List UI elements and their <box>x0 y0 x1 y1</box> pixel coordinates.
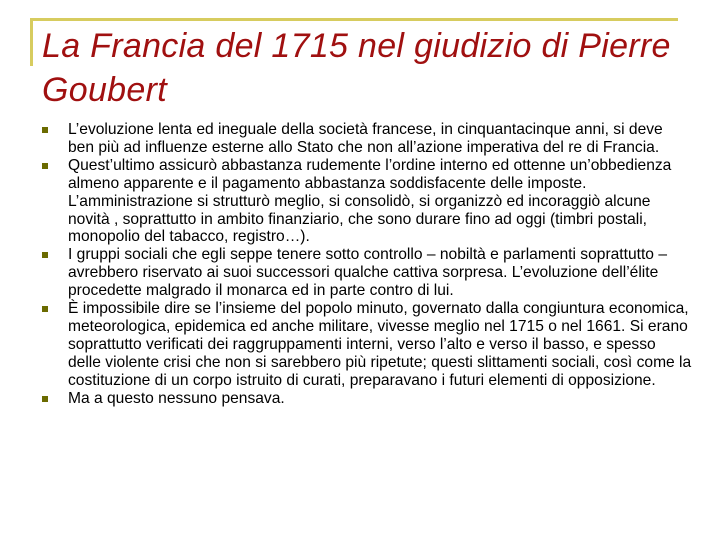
bullet-item-5 <box>42 390 692 408</box>
bullet-list <box>42 121 692 408</box>
bullet-text: L’evoluzione lenta ed ineguale della società francese, in cinquantacinque anni, si deve ben più ad influenze esterne allo Stato che non all’azione imperativa del re di Francia. <box>68 121 663 156</box>
bullet-item-3 <box>42 246 692 300</box>
bullet-item-2 <box>42 157 692 247</box>
bullet-item-4 <box>42 300 692 390</box>
slide-frame-left-rule <box>30 18 33 66</box>
bullet-text: Quest’ultimo assicurò abbastanza rudemente l’ordine interno ed ottenne un’obbedienza almeno apparente e il pagamento abbastanza soddisfacente delle imposte. L’amministrazione si strutturò meglio, si consolidò, si organizzò ed incoraggiò alcune novità , soprattutto in ambito finanziario, che sono durare fino ad oggi (timbri postali, monopolio del tabacco, registro…). <box>68 156 672 246</box>
bullet-text: I gruppi sociali che egli seppe tenere sotto controllo – nobiltà e parlamenti soprattutto – avrebbero riservato ai suoi successori qualche cattiva sorpresa. L’evoluzione dell’élite procedette malgrado il monarca ed in parte contro di lui. <box>68 246 667 300</box>
bullet-text: Ma a questo nessuno pensava. <box>68 389 285 407</box>
square-bullet-icon <box>42 306 48 312</box>
square-bullet-icon <box>42 252 48 258</box>
square-bullet-icon <box>42 163 48 169</box>
bullet-text: È impossibile dire se l’insieme del popolo minuto, governato dalla congiuntura economica, meteorologica, epidemica ed anche militare, vivesse meglio nel 1715 o nel 1661. Si erano soprattutto verificati dei raggruppamenti interni, verso l’alto e verso il basso, e spesso delle violente crisi che non si sarebbero più ripetute; questi slittamenti sociali, così come la costituzione di un corpo istruito di curati, preparavano i futuri elementi di opposizione. <box>68 300 692 389</box>
slide-frame-top-rule <box>30 18 678 21</box>
bullet-item-1 <box>42 121 692 157</box>
square-bullet-icon <box>42 127 48 133</box>
slide-title: La Francia del 1715 nel giudizio di Pierre Goubert <box>42 27 671 109</box>
square-bullet-icon <box>42 396 48 402</box>
